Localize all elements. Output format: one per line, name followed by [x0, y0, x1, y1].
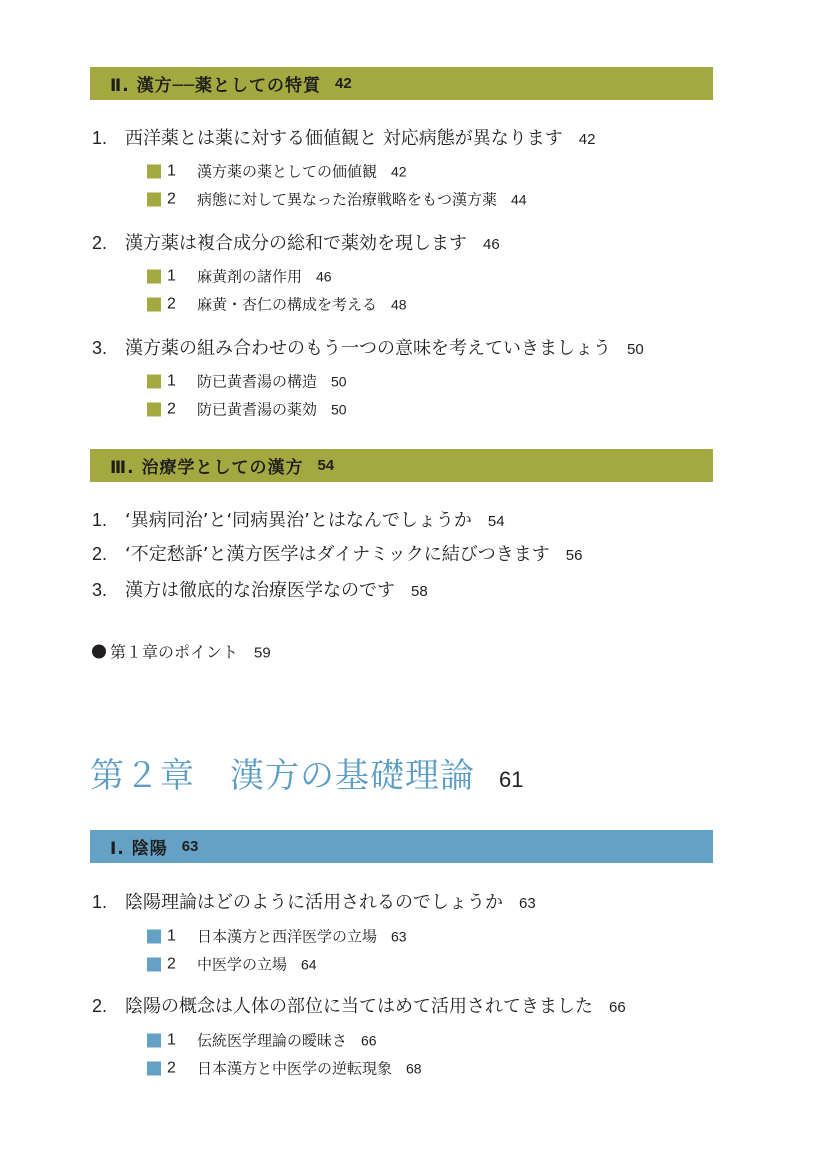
item-title: 漢方は徹底的な治療医学なのです [125, 580, 395, 601]
subitem-title: 日本漢方と西洋医学の立場 [197, 927, 378, 946]
page-number: 64 [301, 956, 317, 972]
item-title: ‘不定愁訴’と漢方医学はダイナミックに結びつきます [125, 544, 550, 565]
subitem-title: 伝統医学理論の曖昧さ [197, 1031, 348, 1050]
item-number: 1. [92, 510, 108, 530]
subitem-title: 防已黄耆湯の構造 [197, 372, 318, 391]
subitem-title: 日本漢方と中医学の逆転現象 [197, 1059, 393, 1078]
subitem-title: 病態に対して異なった治療戦略をもつ漢方薬 [197, 190, 498, 209]
item-title: 陰陽の概念は人体の部位に当てはめて活用されてきました [125, 996, 593, 1017]
toc-subitem[interactable] [147, 399, 347, 420]
page-number: 48 [391, 296, 407, 312]
item-number: 1. [92, 128, 108, 148]
subitem-title: 防已黄耆湯の薬効 [197, 400, 318, 419]
toc-subitem[interactable] [147, 1058, 422, 1079]
section-header[interactable] [90, 449, 713, 482]
item-number: 3. [92, 338, 108, 358]
item-number: 3. [92, 580, 108, 600]
subitem-number: 1 [167, 372, 176, 389]
item-number: 2. [92, 544, 108, 564]
subitem-number: 2 [167, 1059, 176, 1076]
toc-item[interactable] [92, 888, 536, 914]
subitem-number: 2 [167, 295, 176, 312]
toc-item[interactable] [92, 334, 644, 360]
item-title: 陰陽理論はどのように活用されるのでしょうか [125, 892, 503, 913]
toc-item[interactable] [92, 506, 505, 532]
square-bullet-icon [147, 164, 161, 178]
subitem-title: 麻黄剤の諸作用 [197, 267, 303, 286]
chapter-heading[interactable] [90, 748, 523, 797]
square-bullet-icon [147, 929, 161, 943]
item-title: 西洋薬とは薬に対する価値観と 対応病態が異なります [125, 128, 563, 149]
subitem-number: 1 [167, 1031, 176, 1048]
section-header[interactable] [90, 830, 713, 863]
page-number: 46 [483, 236, 500, 253]
page-number: 42 [335, 75, 352, 92]
chapter-title: 第２章 漢方の基礎理論 [90, 756, 475, 796]
page-number: 61 [499, 767, 524, 792]
subitem-number: 1 [167, 267, 176, 284]
toc-subitem[interactable] [147, 1030, 377, 1051]
page-number: 56 [565, 547, 583, 564]
page-number: 42 [578, 131, 596, 148]
page-number: 59 [254, 644, 271, 662]
page-number: 66 [361, 1032, 377, 1048]
chapter-point-item[interactable] [92, 640, 271, 663]
square-bullet-icon [147, 1061, 161, 1075]
subitem-number: 2 [167, 190, 176, 207]
toc-subitem[interactable] [147, 371, 347, 392]
page-number: 63 [519, 895, 536, 912]
subitem-title: 中医学の立場 [197, 955, 288, 974]
page-number: 66 [609, 999, 626, 1016]
toc-item[interactable] [92, 124, 595, 150]
square-bullet-icon [147, 269, 161, 283]
item-number: 2. [92, 996, 108, 1016]
section-title: Ⅲ. 治療学としての漢方 [110, 458, 304, 478]
item-title: 第１章のポイント [110, 642, 239, 662]
page-number: 50 [627, 341, 644, 358]
toc-item[interactable] [92, 229, 500, 255]
section-title: Ⅰ. 陰陽 [110, 839, 168, 859]
page-number: 50 [331, 401, 347, 417]
item-number: 1. [92, 892, 108, 912]
page-number: 58 [411, 583, 428, 600]
toc-subitem[interactable] [147, 926, 407, 947]
bullet-dot-icon [92, 644, 106, 658]
toc-subitem[interactable] [147, 189, 527, 210]
page-number: 46 [316, 268, 332, 284]
subitem-title: 麻黄・杏仁の構成を考える [197, 295, 378, 314]
page-number: 50 [331, 373, 347, 389]
square-bullet-icon [147, 402, 161, 416]
item-title: 漢方薬の組み合わせのもう一つの意味を考えていきましょう [125, 338, 611, 359]
page-number: 42 [391, 163, 407, 179]
page-number: 44 [511, 191, 527, 207]
page-number: 63 [391, 928, 407, 944]
toc-subitem[interactable] [147, 161, 407, 182]
page-number: 54 [317, 457, 335, 474]
subitem-title: 漢方薬の薬としての価値観 [197, 162, 378, 181]
subitem-number: 2 [167, 400, 176, 417]
square-bullet-icon [147, 374, 161, 388]
square-bullet-icon [147, 957, 161, 971]
toc-subitem[interactable] [147, 294, 407, 315]
square-bullet-icon [147, 192, 161, 206]
subitem-number: 1 [167, 162, 176, 179]
toc-item[interactable] [92, 576, 428, 602]
toc-item[interactable] [92, 540, 582, 566]
section-title: Ⅱ. 漢方──薬としての特質 [110, 76, 322, 96]
page-number: 63 [181, 838, 199, 855]
square-bullet-icon [147, 1033, 161, 1047]
item-number: 2. [92, 233, 108, 253]
toc-subitem[interactable] [147, 954, 317, 975]
page-number: 54 [487, 513, 505, 530]
toc-item[interactable] [92, 992, 626, 1018]
subitem-number: 1 [167, 927, 176, 944]
toc-subitem[interactable] [147, 266, 332, 287]
section-header[interactable] [90, 67, 713, 100]
item-title: ‘異病同治’と‘同病異治’とはなんでしょうか [125, 510, 472, 531]
subitem-number: 2 [167, 955, 176, 972]
square-bullet-icon [147, 297, 161, 311]
page-number: 68 [406, 1060, 422, 1076]
item-title: 漢方薬は複合成分の総和で薬効を現します [125, 233, 467, 254]
